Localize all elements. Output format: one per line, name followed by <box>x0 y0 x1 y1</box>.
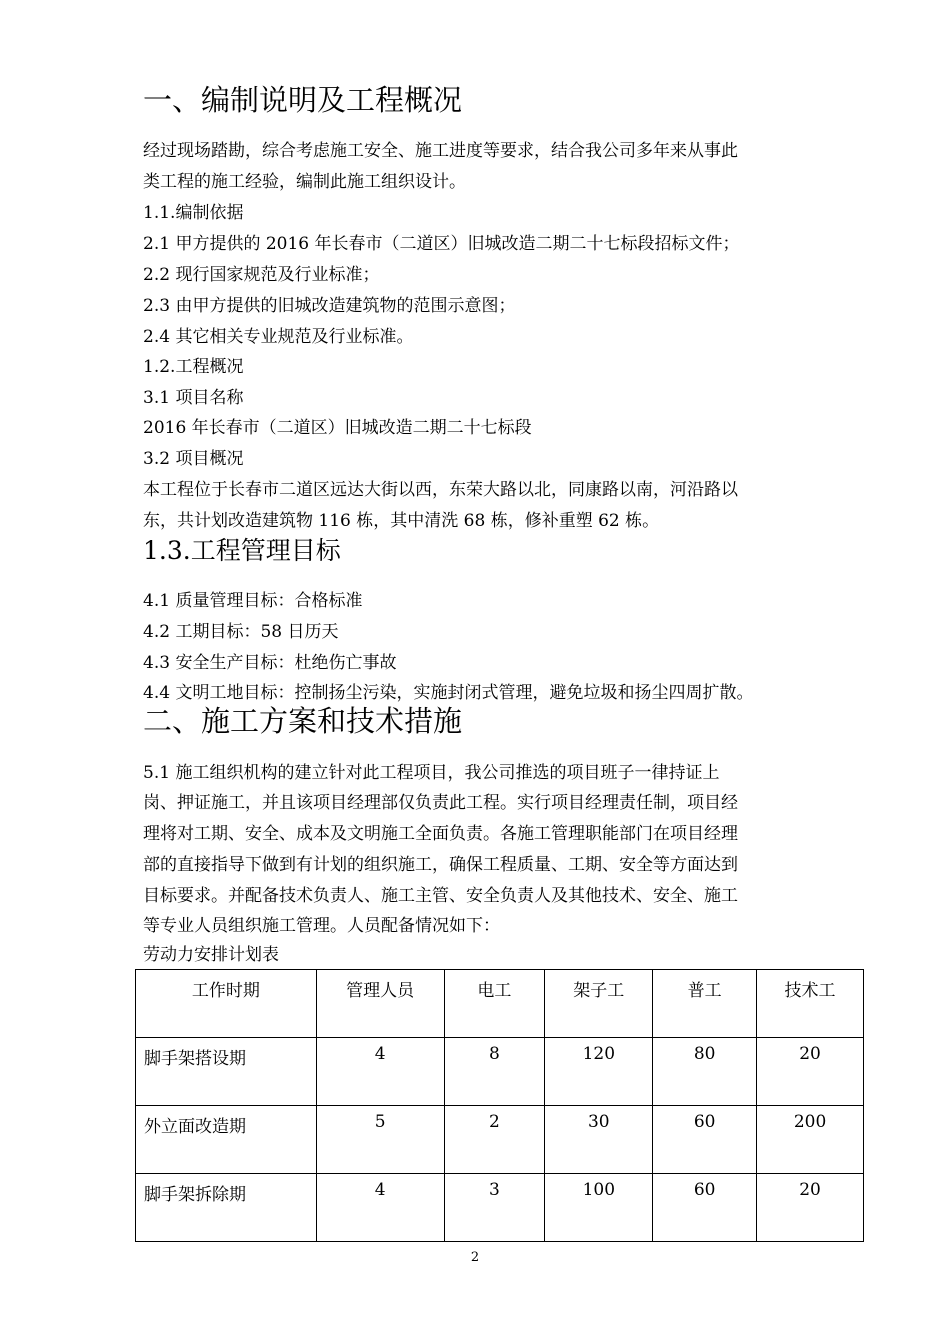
table-cell: 8 <box>444 1038 545 1106</box>
table-header-row <box>136 970 864 1038</box>
overview-line-2: 东，共计划改造建筑物 116 栋，其中清洗 68 栋，修补重塑 62 栋。 <box>143 511 660 531</box>
table-cell: 4 <box>316 1174 444 1242</box>
basis-item: 2.2 现行国家规范及行业标准； <box>143 265 380 285</box>
org-line: 岗、押证施工，并且该项目经理部仅负责此工程。实行项目经理责任制，项目经 <box>143 793 738 813</box>
org-line: 理将对工期、安全、成本及文明施工全面负责。各施工管理职能部门在项目经理 <box>143 824 738 844</box>
org-line: 部的直接指导下做到有计划的组织施工，确保工程质量、工期、安全等方面达到 <box>143 855 738 875</box>
basis-item: 2.4 其它相关专业规范及行业标准。 <box>143 327 414 347</box>
section-1-title: 一、编制说明及工程概况 <box>143 83 463 117</box>
table-row <box>136 1174 864 1242</box>
goal-item: 4.4 文明工地目标：控制扬尘污染，实施封闭式管理，避免垃圾和扬尘四周扩散。 <box>143 683 754 703</box>
row-period-cell: 脚手架搭设期 <box>136 1038 317 1106</box>
org-line: 5.1 施工组织机构的建立针对此工程项目，我公司推选的项目班子一律持证上 <box>143 763 720 783</box>
intro-line-1: 经过现场踏勘，综合考虑施工安全、施工进度等要求，结合我公司多年来从事此 <box>143 141 738 161</box>
basis-item: 2.1 甲方提供的 2016 年长春市（二道区）旧城改造二期二十七标段招标文件； <box>143 234 740 254</box>
project-overview-label: 3.2 项目概况 <box>143 449 244 469</box>
table-caption: 劳动力安排计划表 <box>143 945 279 965</box>
header-cell-scaffolders: 架子工 <box>545 970 653 1038</box>
table-cell: 3 <box>444 1174 545 1242</box>
table-cell: 80 <box>653 1038 757 1106</box>
table-cell: 60 <box>653 1174 757 1242</box>
table-cell: 5 <box>316 1106 444 1174</box>
table-cell: 4 <box>316 1038 444 1106</box>
project-name-label: 3.1 项目名称 <box>143 388 244 408</box>
table-cell: 200 <box>757 1106 864 1174</box>
header-cell-laborers: 普工 <box>653 970 757 1038</box>
org-line: 目标要求。并配备技术负责人、施工主管、安全负责人及其他技术、安全、施工 <box>143 886 738 906</box>
section-2-title: 二、施工方案和技术措施 <box>143 704 463 738</box>
header-cell-managers: 管理人员 <box>316 970 444 1038</box>
overview-line-1: 本工程位于长春市二道区远达大街以西，东荣大路以北，同康路以南，河沿路以 <box>143 480 738 500</box>
table-cell: 30 <box>545 1106 653 1174</box>
goal-item: 4.3 安全生产目标：杜绝伤亡事故 <box>143 653 397 673</box>
basis-item: 2.3 由甲方提供的旧城改造建筑物的范围示意图； <box>143 296 516 316</box>
goal-item: 4.1 质量管理目标：合格标准 <box>143 591 363 611</box>
table-cell: 20 <box>757 1038 864 1106</box>
intro-line-2: 类工程的施工经验，编制此施工组织设计。 <box>143 172 466 192</box>
overview-title: 1.2.工程概况 <box>143 357 244 377</box>
table-cell: 100 <box>545 1174 653 1242</box>
project-name: 2016 年长春市（二道区）旧城改造二期二十七标段 <box>143 418 532 438</box>
header-cell-electricians: 电工 <box>444 970 545 1038</box>
page-number: 2 <box>470 1250 480 1265</box>
org-line: 等专业人员组织施工管理。人员配备情况如下： <box>143 916 500 936</box>
row-period-cell: 外立面改造期 <box>136 1106 317 1174</box>
basis-title: 1.1.编制依据 <box>143 203 244 223</box>
table-row <box>136 1106 864 1174</box>
goal-item: 4.2 工期目标：58 日历天 <box>143 622 339 642</box>
table-cell: 60 <box>653 1106 757 1174</box>
table-cell: 2 <box>444 1106 545 1174</box>
header-cell-period: 工作时期 <box>136 970 317 1038</box>
row-period-cell: 脚手架拆除期 <box>136 1174 317 1242</box>
goals-title: 1.3.工程管理目标 <box>143 536 341 565</box>
labor-plan-table <box>135 969 864 1242</box>
table-cell: 120 <box>545 1038 653 1106</box>
table-cell: 20 <box>757 1174 864 1242</box>
header-cell-technicians: 技术工 <box>757 970 864 1038</box>
table-row <box>136 1038 864 1106</box>
